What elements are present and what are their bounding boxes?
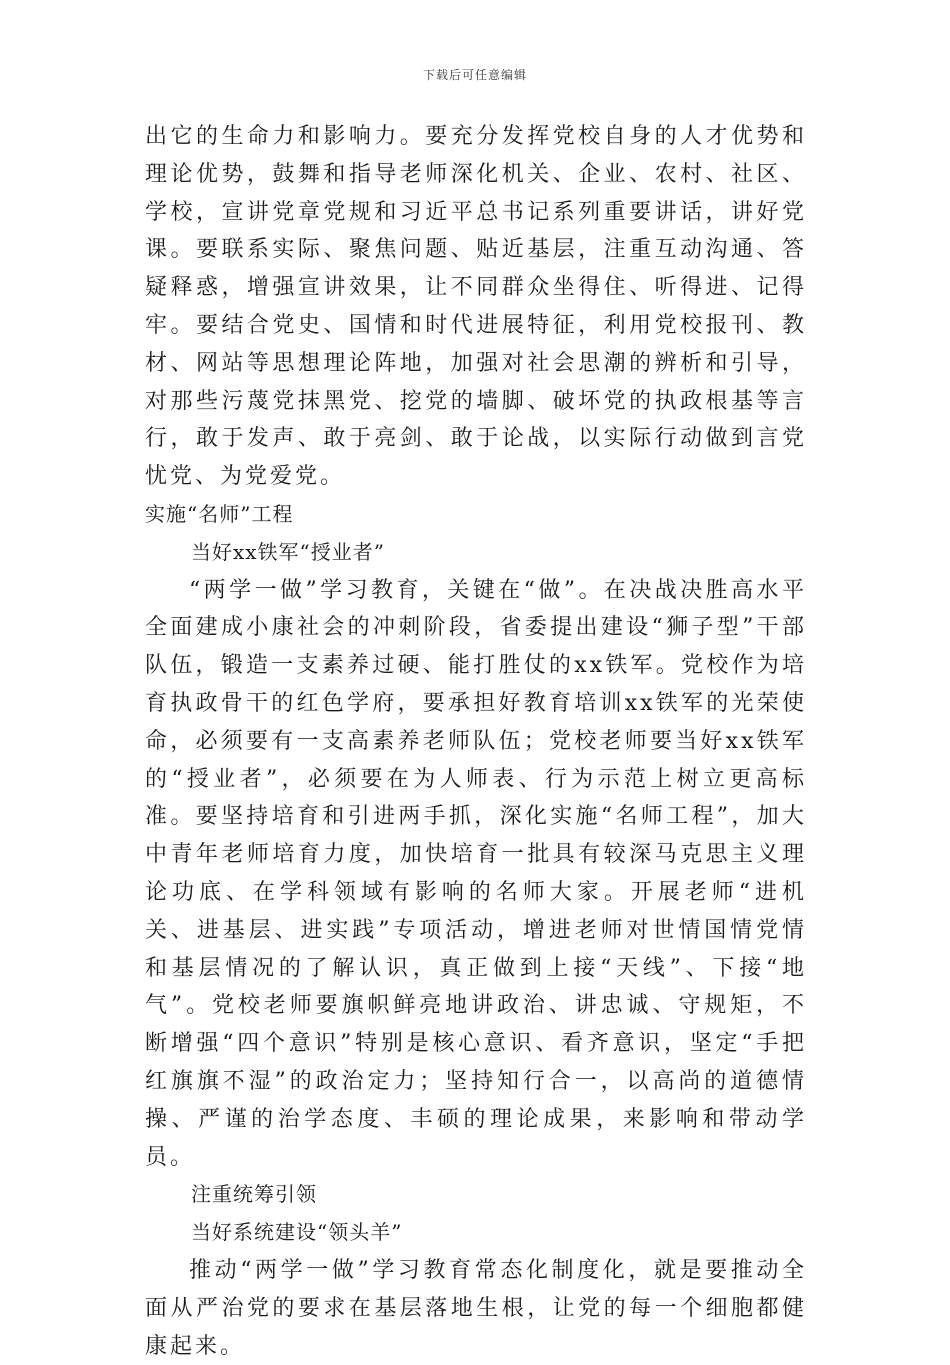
section-heading-1: 实施“名师”工程	[145, 501, 294, 526]
document-body	[145, 118, 807, 1365]
body-paragraph-1: 出它的生命力和影响力。要充分发挥党校自身的人才优势和理论优势，鼓舞和指导老师深化机关、企业、农村、社区、学校，宣讲党章党规和习近平总书记系列重要讲话，讲好党课。要联系实际、聚焦问题、贴近基层，注重互动沟通、答疑释惑，增强宣讲效果，让不同群众坐得住、听得进、记得牢。要结合党史、国情和时代进展特征，利用党校报刊、教材、网站等思想理论阵地，加强对社会思潮的辨析和引导，对那些污蔑党抹黑党、挖党的墙脚、破坏党的执政根基等言行，敢于发声、敢于亮剑、敢于论战，以实际行动做到言党忧党、为党爱党。	[145, 124, 807, 490]
page-header: 下载后可任意编辑	[422, 68, 527, 82]
section-heading-2: 注重统筹引领	[191, 1182, 317, 1207]
section-subheading-2: 当好系统建设“领头羊”	[191, 1220, 403, 1245]
section-subheading-1: 当好xx铁军“授业者”	[191, 539, 386, 564]
body-paragraph-2: “两学一做”学习教育，关键在“做”。在决战决胜高水平全面建成小康社会的冲刺阶段，省委提出建设“狮子型”干部队伍，锻造一支素养过硬、能打胜仗的xx铁军。党校作为培育执政骨干的红色学府，要承担好教育培训xx铁军的光荣使命，必须要有一支高素养老师队伍；党校老师要当好xx铁军的“授业者”，必须要在为人师表、行为示范上树立更高标准。要坚持培育和引进两手抓，深化实施“名师工程”，加大中青年老师培育力度，加快培育一批具有较深马克思主义理论功底、在学科领域有影响的名师大家。开展老师“进机关、进基层、进实践”专项活动，增进老师对世情国情党情和基层情况的了解认识，真正做到上接“天线”、下接“地气”。党校老师要旗帜鲜亮地讲政治、讲忠诚、守规矩，不断增强“四个意识”特别是核心意识、看齐意识，坚定“手把红旗旗不湿”的政治定力；坚持知行合一，以高尚的道德情操、严谨的治学态度、丰硕的理论成果，来影响和带动学员。	[145, 577, 807, 1170]
body-paragraph-3: 推动“两学一做”学习教育常态化制度化，就是要推动全面从严治党的要求在基层落地生根，让党的每一个细胞都健康起来。	[145, 1257, 807, 1359]
